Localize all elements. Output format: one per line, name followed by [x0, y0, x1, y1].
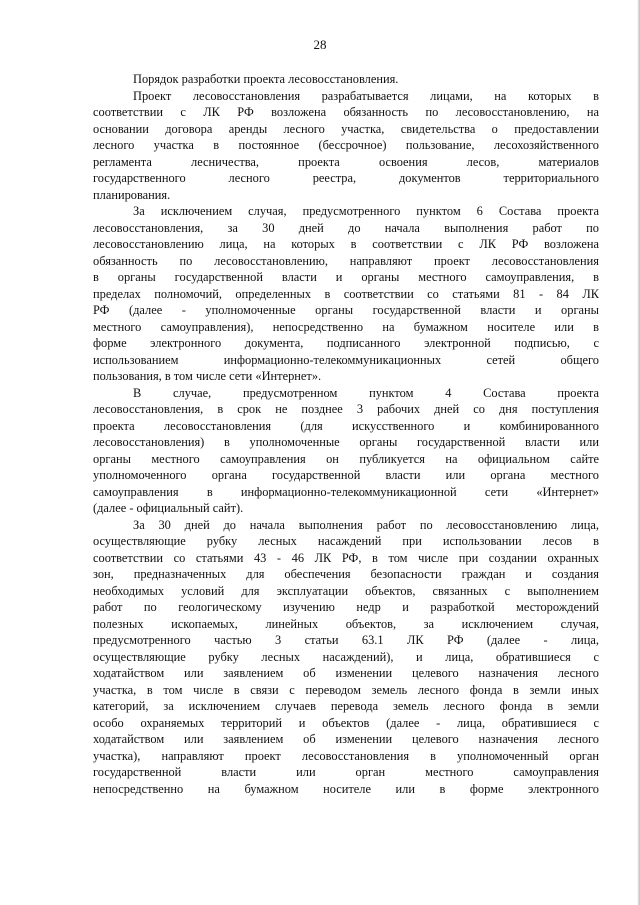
text-line: лесовосстановления) в уполномоченные органы государственной власти или — [93, 435, 599, 449]
text-line: Проект лесовосстановления разрабатывается лицами, на которых в — [133, 88, 599, 103]
text-line: государственного лесного реестра, документов территориального — [93, 171, 599, 185]
text-line: обязанность по лесовосстановлению, направляют проект лесовосстановления — [93, 253, 599, 268]
paragraph — [93, 517, 599, 798]
paragraphs — [93, 88, 599, 798]
text-line: местного самоуправления), непосредственно на бумажном носителе или в — [93, 319, 599, 334]
text-line: лесного участка в постоянное (бессрочное) пользование, лесохозяйственного — [93, 138, 599, 152]
text-line: основании договора аренды лесного участка, свидетельства о предоставлении — [93, 121, 599, 136]
text-line: РФ (далее - уполномоченные органы государственной власти и органы — [93, 303, 599, 317]
text-line: планирования. — [93, 187, 171, 202]
text-line: непосредственно на бумажном носителе или в форме электронного — [93, 781, 599, 796]
text-line: осуществляющие рубку лесных насаждений при использовании лесов в — [93, 534, 599, 548]
text-line: соответствии со статьями 43 - 46 ЛК РФ, в том числе при создании охранных — [93, 550, 599, 565]
text-line: лесовосстановления, в срок не позднее 3 рабочих дней со дня поступления — [93, 402, 599, 416]
text-line: органы местного самоуправления он публикуется на официальном сайте — [93, 451, 599, 466]
text-line: осуществляющие рубку лесных насаждений), и лица, обратившиеся с — [93, 649, 599, 664]
text-line: (далее - официальный сайт). — [93, 501, 244, 515]
text-line: В случае, предусмотренном пунктом 4 Состава проекта — [133, 385, 599, 400]
text-line: соответствии с ЛК РФ возложена обязанность по лесовосстановлению, на — [93, 105, 599, 119]
text-line: пользования, в том числе сети «Интернет». — [93, 369, 322, 383]
text-line: самоуправления в информационно-телекоммуникационной сети «Интернет» — [93, 484, 599, 499]
text-line: государственной власти или орган местного самоуправления — [93, 765, 599, 779]
text-line: категорий, за исключением случаев перевода земель лесного фонда в земли — [93, 699, 599, 713]
text-line: работ по геологическому изучению недр и разработкой месторождений — [93, 600, 599, 614]
page-number: 28 — [313, 37, 327, 52]
text-line: ходатайством или заявлением об изменении целевого назначения лесного — [93, 732, 599, 746]
text-line: За 30 дней до начала выполнения работ по лесовосстановлению лица, — [133, 517, 599, 532]
text-line: форме электронного документа, подписанного электронной подписью, с — [93, 336, 599, 350]
text-line: За исключением случая, предусмотренного пунктом 6 Состава проекта — [133, 204, 599, 218]
paragraph — [93, 203, 599, 385]
text-line: использованием информационно-телекоммуникационных сетей общего — [93, 352, 599, 367]
heading-text: Порядок разработки проекта лесовосстановления. — [133, 72, 399, 86]
text-line: пределах полномочий, определенных в соответствии со статьями 81 - 84 ЛК — [93, 286, 599, 301]
text-line: в органы государственной власти и органы местного самоуправления, в — [93, 270, 599, 284]
text-line: зон, предназначенных для обеспечения безопасности граждан и создания — [93, 567, 599, 581]
text-line: лесовосстановлению лица, на которых в соответствии с ЛК РФ возложена — [93, 237, 599, 251]
text-line: регламента лесничества, проекта освоения лесов, материалов — [93, 154, 599, 169]
text-line: проекта лесовосстановления (для искусственного и комбинированного — [93, 418, 599, 433]
text-line: полезных ископаемых, линейных объектов, за исключением случая, — [93, 616, 599, 631]
text-line: ходатайством или заявлением об изменении целевого назначения лесного — [93, 666, 599, 680]
section-heading — [93, 71, 599, 88]
paragraph — [93, 88, 599, 204]
text-line: предусмотренного частью 3 статьи 63.1 ЛК РФ (далее - лица, — [93, 633, 599, 647]
text-line: особо охраняемых территорий и объектов (далее - лица, обратившиеся с — [93, 715, 599, 730]
text-line: необходимых условий для эксплуатации объектов, связанных с выполнением — [93, 583, 599, 598]
text-line: уполномоченного органа государственной власти или органа местного — [93, 468, 599, 482]
paragraph — [93, 385, 599, 517]
body-text — [93, 71, 599, 797]
text-line: лесовосстановления, за 30 дней до начала выполнения работ по — [93, 220, 599, 235]
text-line: участка, в том числе в связи с переводом земель лесного фонда в земли иных — [93, 682, 599, 697]
text-line: участка), направляют проект лесовосстановления в уполномоченный орган — [93, 748, 599, 763]
